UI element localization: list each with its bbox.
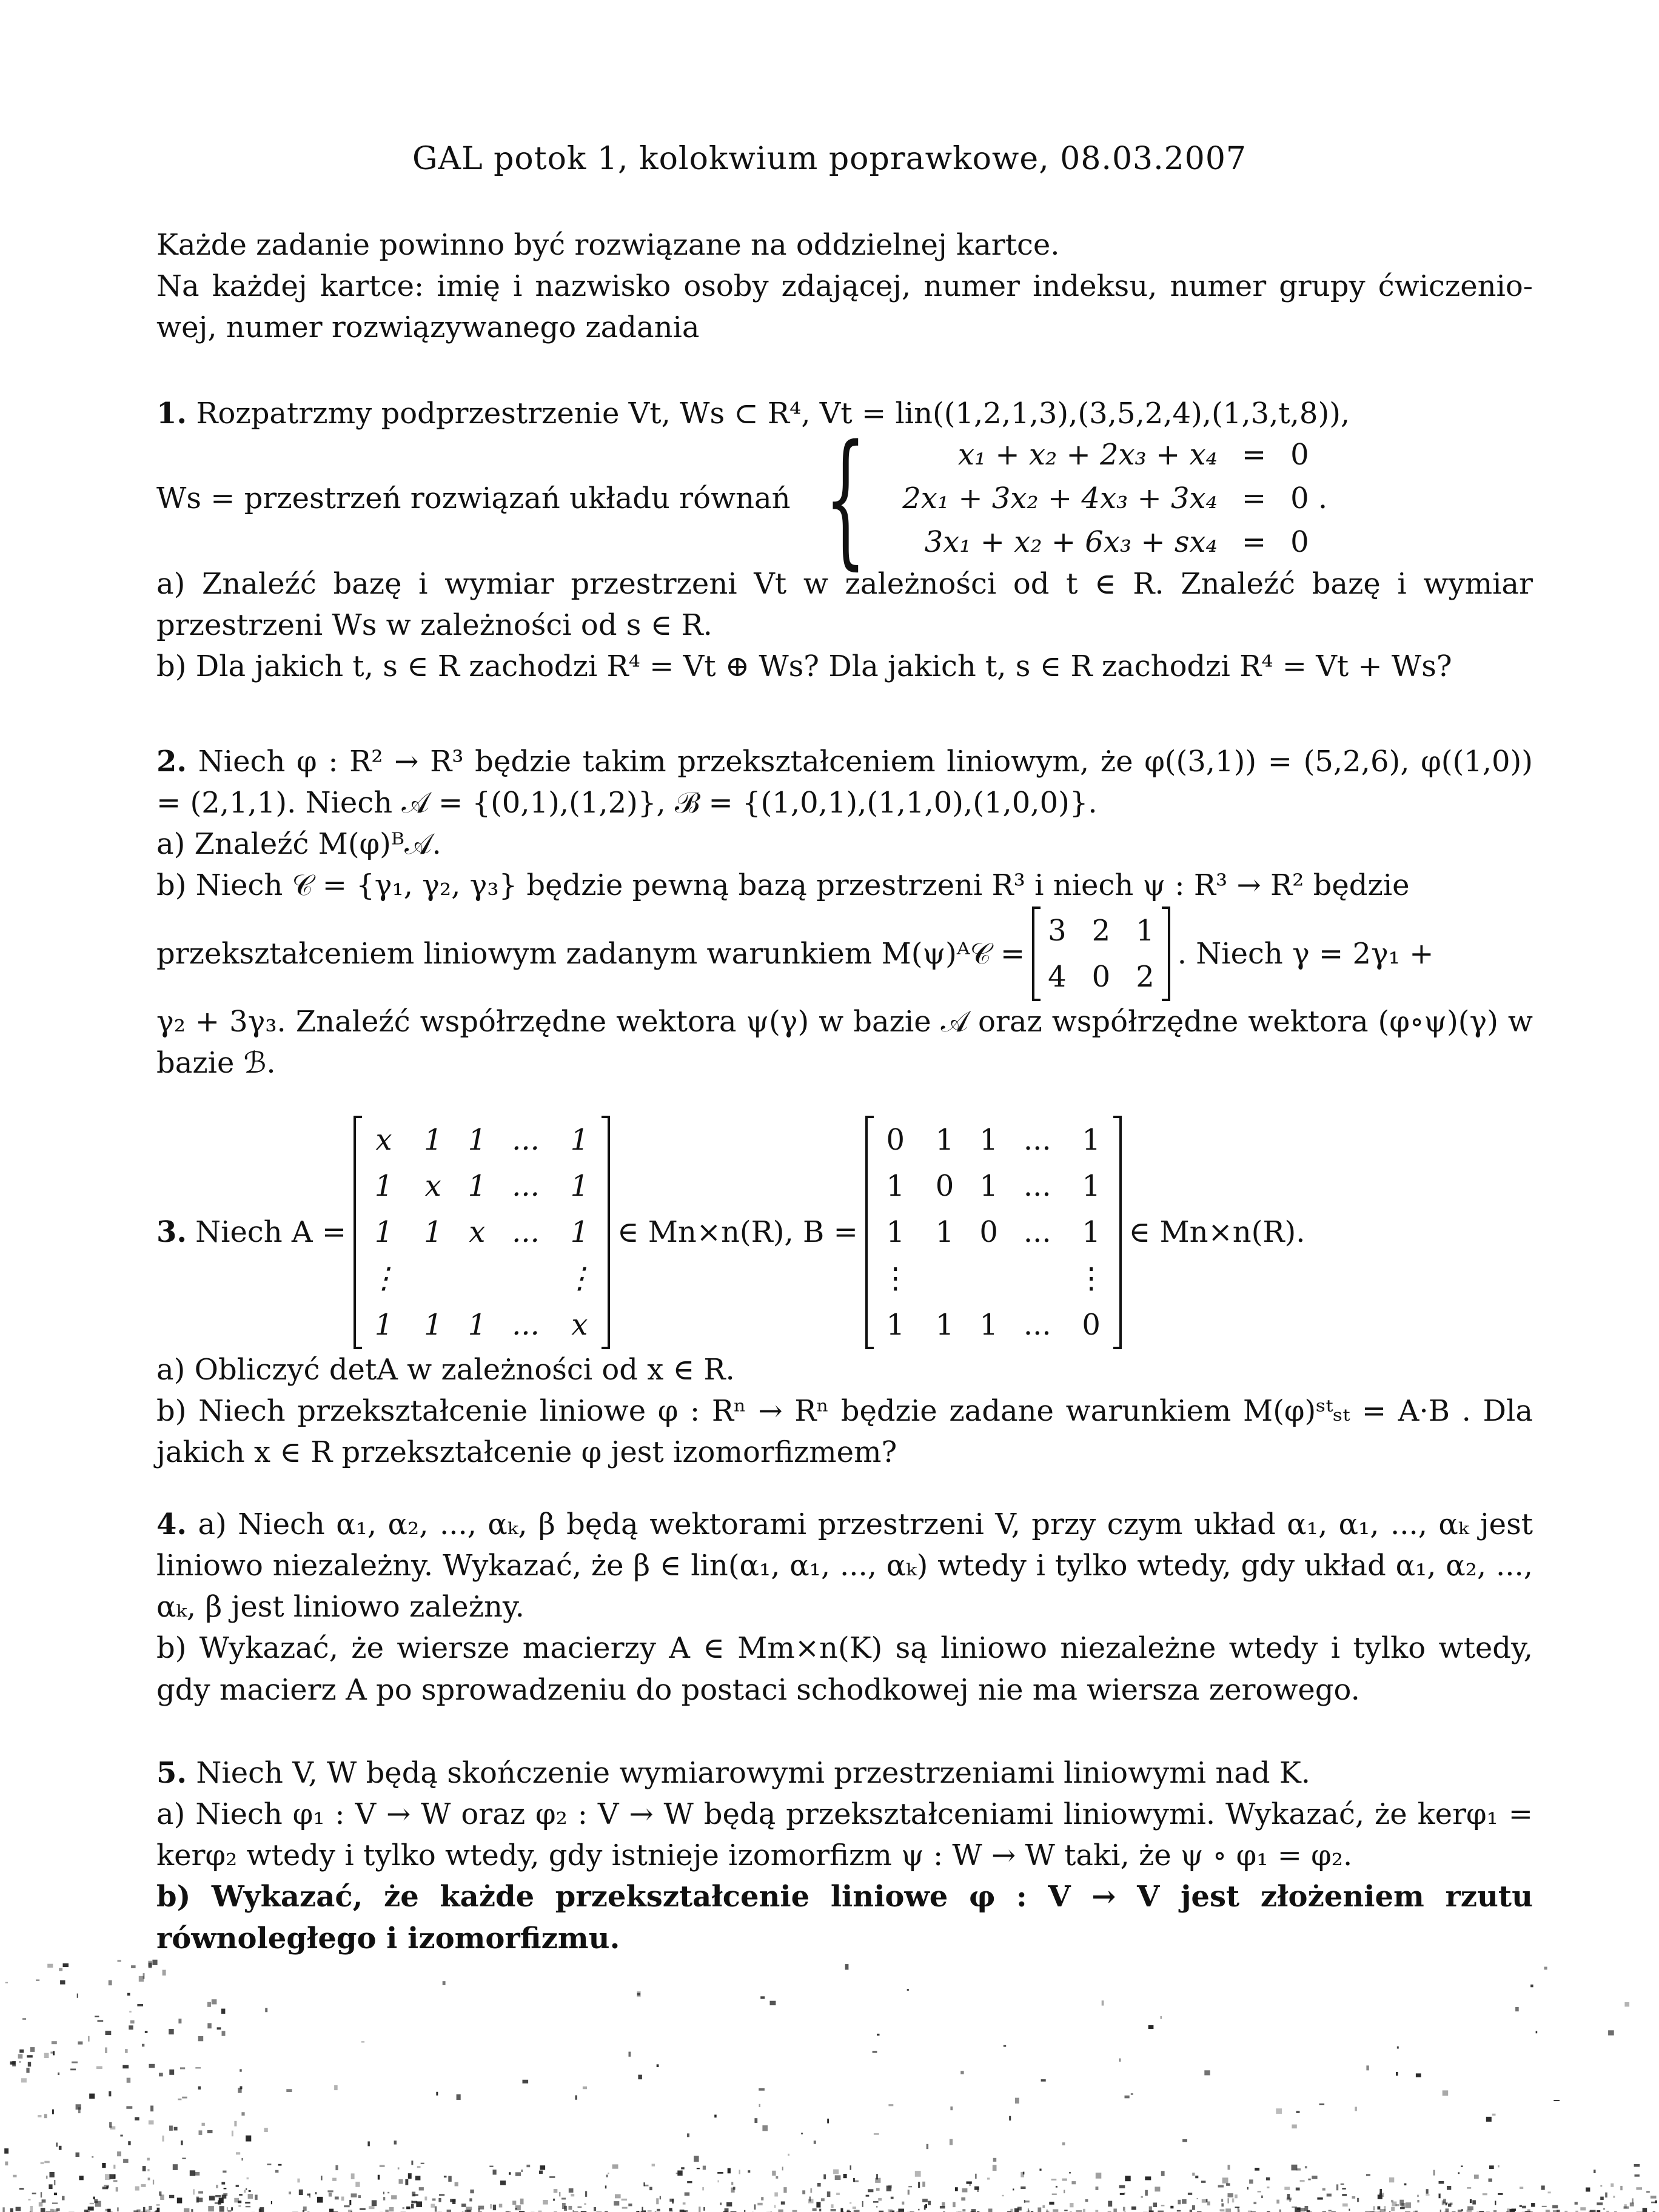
matrix-cell: ⋮ [565, 1261, 594, 1296]
problem-2-statement: Niech φ : R² → R³ będzie takim przekształceniem liniowym, że φ((3,1)) = (5,2,6), φ((1,0)) = (2,1,1). Niech 𝒜 = {(0,1),(1,2)}, ℬ = {(1,0,1),(1,1,0),(1,0,0)}. [156, 745, 1533, 820]
matrix-cell [936, 1258, 954, 1299]
matrix-a [354, 1116, 610, 1349]
matrix-cell: ... [1023, 1307, 1051, 1342]
equation-lhs: 3x₁ + x₂ + 6x₃ + sx₄ [924, 525, 1218, 560]
matrix-cell: 1 [468, 1169, 487, 1204]
matrix-cell: ... [1023, 1123, 1051, 1157]
equation-rhs: 0 [1290, 438, 1309, 472]
matrix-cell: 1 [570, 1215, 589, 1250]
matrix-cell: ⋮ [880, 1261, 910, 1296]
matrix-cell: 1 [468, 1123, 487, 1157]
matrix-cell: 1 [935, 1123, 954, 1157]
problem-number: 1. [156, 397, 187, 431]
matrix-cell: 1 [979, 1123, 998, 1157]
matrix-cell: ⋮ [1076, 1261, 1106, 1296]
problem-4-part-a: a) Niech α₁, α₂, ..., αₖ, β będą wektorami przestrzeni V, przy czym układ α₁, α₁, ..., αₖ jest liniowo niezależny. Wykazać, że β ∈ lin(α₁, α₁, ..., αₖ) wtedy i tylko wtedy, gdy układ α₁, α₂, ..., αₖ, β jest liniowo zależny. [156, 1507, 1533, 1624]
matrix-cell: ... [512, 1169, 540, 1204]
problem-5-part-a: a) Niech φ₁ : V → W oraz φ₂ : V → W będą przekształceniami liniowymi. Wykazać, że kerφ₁ = kerφ₂ wtedy i tylko wtedy, gdy istnieje izomorfizm ψ : W → W taki, że ψ ∘ φ₁ = φ₂. [156, 1797, 1533, 1873]
matrix-cell: 4 [1048, 959, 1067, 994]
matrix-cell: ⋮ [369, 1261, 399, 1296]
equation-lhs: x₁ + x₂ + 2x₃ + x₄ [957, 438, 1218, 472]
matrix-cell: 0 [1082, 1307, 1101, 1342]
matrix-cell: 1 [1136, 913, 1155, 948]
matrix-b [865, 1116, 1122, 1349]
problem-4 [156, 1504, 1533, 1711]
matrix-cell: 1 [374, 1169, 394, 1204]
problem-3-part-a: a) Obliczyć detA w zależności od x ∈ R. [156, 1352, 735, 1387]
problem-1-part-a: a) Znaleźć bazę i wymiar przestrzeni Vt w zależności od t ∈ R. Znaleźć bazę i wymiar przestrzeni Ws w zależności od s ∈ R. [156, 566, 1533, 642]
instruction-line-2: Na każdej kartce: imię i nazwisko osoby zdającej, numer indeksu, numer grupy ćwiczenio-wej, numer rozwiązywanego zadania [156, 269, 1533, 345]
matrix-cell: 0 [886, 1123, 905, 1157]
problem-5-statement: Niech V, W będą skończenie wymiarowymi przestrzeniami liniowymi nad K. [196, 1756, 1310, 1790]
matrix-cell: 1 [468, 1307, 487, 1342]
matrix-cell: x [424, 1169, 441, 1204]
problem-2-part-b-gamma: . Niech γ = 2γ₁ + [1177, 936, 1434, 971]
matrix-cell: 2 [1091, 913, 1111, 948]
problem-2-matrix-row [156, 907, 1533, 1001]
problem-2-part-b-line-1: b) Niech 𝒞 = {γ₁, γ₂, γ₃} będzie pewną bazą przestrzeni R³ i niech ψ : R³ → R² będzie [156, 868, 1410, 903]
matrix-cell: 1 [570, 1169, 589, 1204]
matrix-cell: 0 [1091, 959, 1111, 994]
equation-rhs: 0 [1290, 525, 1309, 560]
problem-3 [156, 1116, 1533, 1473]
matrix-cell: 1 [886, 1215, 905, 1250]
matrix-cell: 1 [374, 1215, 394, 1250]
matrix-cell: ... [1023, 1169, 1051, 1204]
matrix-cell: 1 [1082, 1123, 1101, 1157]
problem-number: 2. [156, 745, 187, 779]
matrix-cell: 1 [979, 1307, 998, 1342]
matrix-cell: 1 [935, 1215, 954, 1250]
problem-5-part-b: b) Wykazać, że każde przekształcenie liniowe φ : V → V jest złożeniem rzutu równoległego i izomorfizmu. [156, 1880, 1533, 1956]
problem-3-matrices-row [156, 1116, 1533, 1349]
page-title: GAL potok 1, kolokwium poprawkowe, 08.03.2007 [412, 141, 1247, 177]
left-brace: { [824, 414, 866, 584]
problem-3-part-b: b) Niech przekształcenie liniowe φ : Rⁿ → Rⁿ będzie zadane warunkiem M(φ)ˢᵗₛₜ = A·B . Dla jakich x ∈ R przekształcenie φ jest izomorfizmem? [156, 1393, 1533, 1470]
problem-4-part-b: b) Wykazać, że wiersze macierzy A ∈ Mm×n(K) są liniowo niezależne wtedy i tylko wtedy, gdy macierz A po sprowadzeniu do postaci schodkowej nie ma wiersza zerowego. [156, 1631, 1533, 1707]
equation-lhs: 2x₁ + 3x₂ + 4x₃ + 3x₄ [902, 481, 1218, 516]
matrix-cell: ... [512, 1307, 540, 1342]
matrix-cell: 2 [1136, 959, 1155, 994]
problem-1-part-b: b) Dla jakich t, s ∈ R zachodzi R⁴ = Vt ⊕ Ws? Dla jakich t, s ∈ R zachodzi R⁴ = Vt + Ws? [156, 649, 1452, 683]
equation-rhs: 0 . [1290, 481, 1328, 516]
matrix-cell: ... [512, 1123, 540, 1157]
problem-5 [156, 1752, 1533, 1959]
matrix-cell: 3 [1048, 913, 1067, 948]
matrix-cell: x [571, 1307, 588, 1342]
matrix-cell [468, 1258, 487, 1299]
instruction-line-1: Każde zadanie powinno być rozwiązane na oddzielnej kartce. [156, 228, 1060, 262]
matrix-cell: ... [512, 1215, 540, 1250]
problem-number: 5. [156, 1756, 187, 1790]
problem-1-statement: Rozpatrzmy podprzestrzenie Vt, Ws ⊂ R⁴, Vt = lin((1,2,1,3),(3,5,2,4),(1,3,t,8)), [196, 397, 1350, 431]
matrix-a-label: Niech A = [195, 1215, 347, 1250]
matrix-cell [424, 1258, 443, 1299]
matrix-cell: x [469, 1215, 486, 1250]
instructions [156, 224, 1533, 348]
matrix-space-b: ∈ Mn×n(R). [1128, 1215, 1305, 1250]
matrix-cell: 0 [979, 1215, 998, 1250]
matrix-space-a: ∈ Mn×n(R), B = [617, 1215, 858, 1250]
problem-number: 4. [156, 1507, 187, 1541]
matrix-cell: 1 [1082, 1169, 1101, 1204]
matrix-cell [512, 1258, 540, 1299]
matrix-cell: 1 [935, 1307, 954, 1342]
matrix-psi [1032, 907, 1170, 1001]
matrix-cell: 1 [1082, 1215, 1101, 1250]
ws-definition: Ws = przestrzeń rozwiązań układu równań [156, 481, 791, 516]
matrix-cell: 1 [570, 1123, 589, 1157]
equation-sign: = [1241, 481, 1267, 516]
matrix-cell: ... [1023, 1215, 1051, 1250]
problem-2-part-b-line-3: γ₂ + 3γ₃. Znaleźć współrzędne wektora ψ(γ) w bazie 𝒜 oraz współrzędne wektora (φ∘ψ)(γ) w bazie ℬ. [156, 1004, 1533, 1081]
problem-1 [156, 393, 1533, 687]
problem-2-part-b-line-2: przekształceniem liniowym zadanym warunkiem M(ψ)ᴬ𝒞 = [156, 936, 1025, 971]
matrix-cell: 1 [424, 1123, 443, 1157]
problem-number: 3. [156, 1215, 187, 1250]
matrix-cell: 1 [886, 1169, 905, 1204]
matrix-cell: 1 [374, 1307, 394, 1342]
matrix-cell: x [375, 1123, 392, 1157]
matrix-cell [1024, 1258, 1051, 1299]
matrix-cell: 1 [979, 1169, 998, 1204]
problem-2-part-a: a) Znaleźć M(φ)ᴮ𝒜. [156, 827, 441, 862]
equation-sign: = [1241, 438, 1267, 472]
matrix-cell: 0 [935, 1169, 954, 1204]
matrix-cell: 1 [424, 1215, 443, 1250]
equation-sign: = [1241, 525, 1267, 560]
scan-noise [0, 1957, 1659, 2212]
matrix-cell [979, 1258, 998, 1299]
problem-2 [156, 741, 1533, 1084]
matrix-cell: 1 [886, 1307, 905, 1342]
equation-system [902, 434, 1327, 563]
matrix-cell: 1 [424, 1307, 443, 1342]
